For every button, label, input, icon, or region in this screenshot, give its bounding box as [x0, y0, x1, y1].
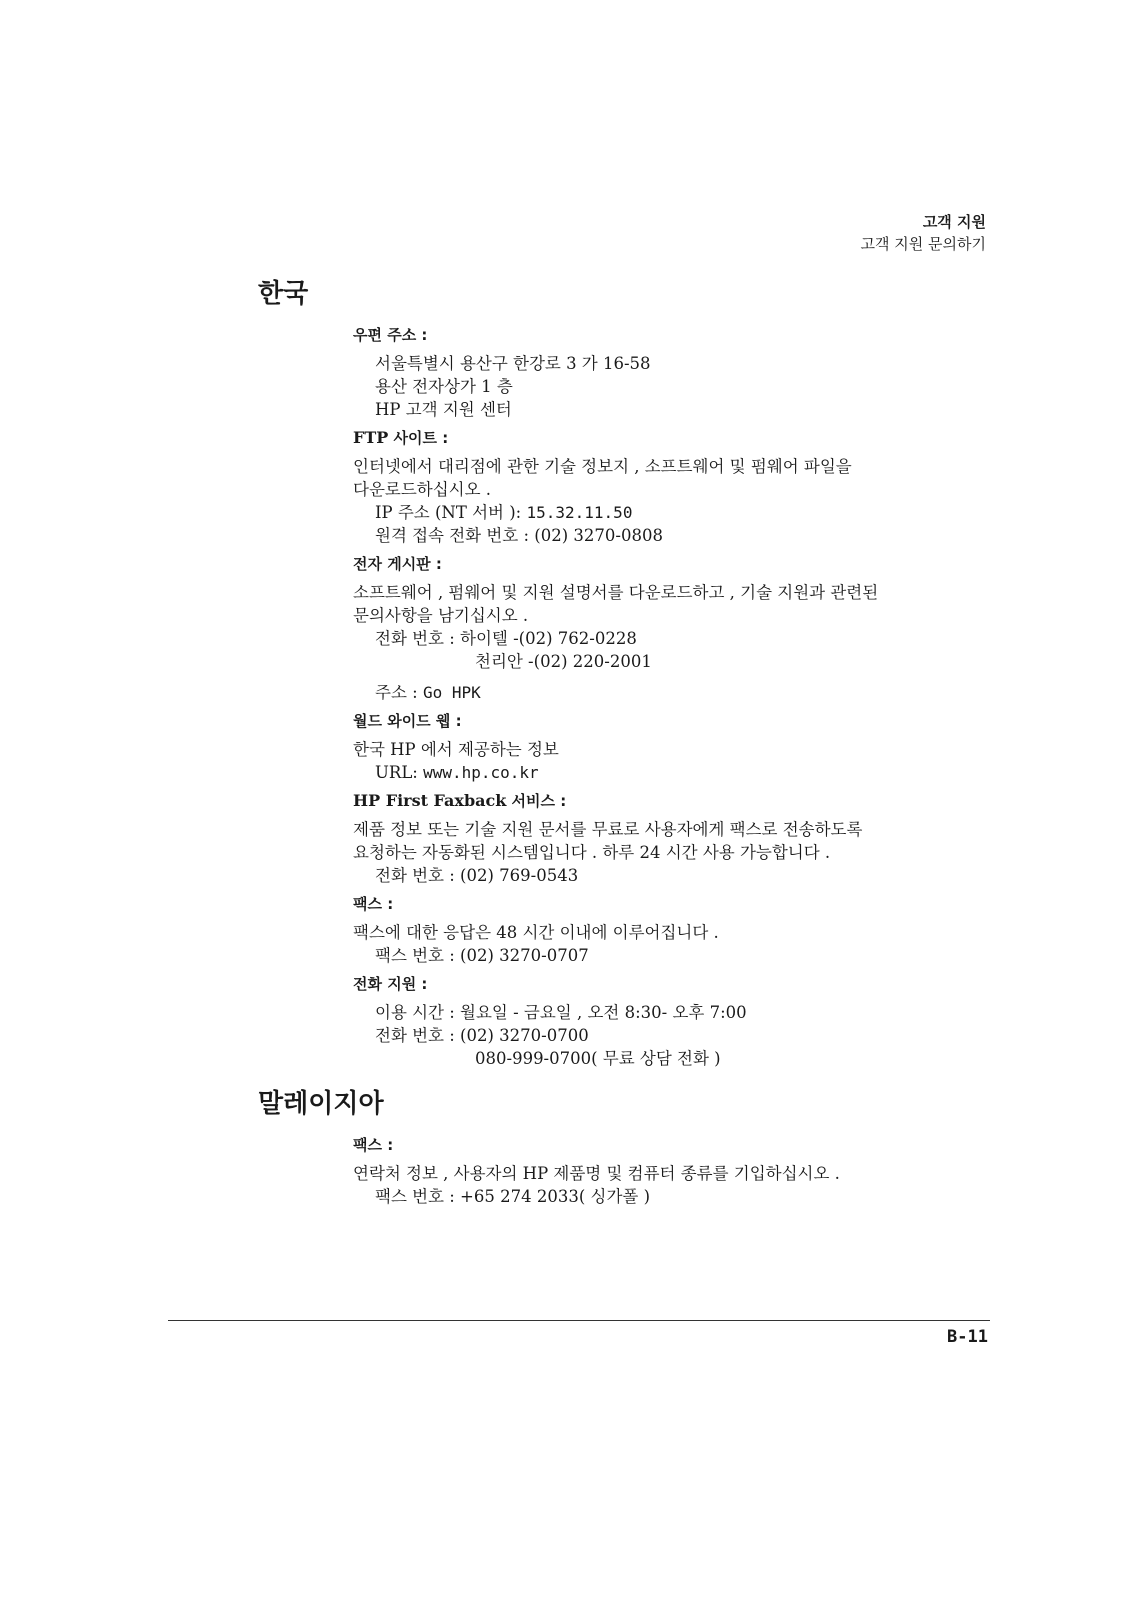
malaysia-fax-number: 팩스 번호 : +65 274 2033( 싱가폴 )	[375, 1187, 651, 1206]
ftp-ip	[353, 501, 988, 524]
fax-block	[353, 893, 988, 967]
fax-heading: 팩스 :	[353, 895, 394, 913]
bbs-address-label: 주소 :	[375, 683, 423, 702]
bbs-phone: 전화 번호 : 하이텔 -(02) 762-0228	[375, 629, 637, 648]
ftp-block	[353, 427, 988, 547]
malaysia-fax-desc: 연락처 정보 , 사용자의 HP 제품명 및 컴퓨터 종류를 기입하십시오 .	[353, 1164, 840, 1183]
bbs-block	[353, 553, 988, 704]
faxback-heading-rest: 서비스 :	[506, 792, 567, 810]
ftp-heading-latin: FTP	[353, 428, 389, 447]
web-url-value: www.hp.co.kr	[423, 763, 539, 782]
bbs-heading: 전자 게시판 :	[353, 555, 442, 573]
web-block	[353, 710, 988, 784]
mail-line: 용산 전자상가 1 층	[375, 377, 513, 396]
phone-support-block	[353, 973, 988, 1070]
web-url	[353, 761, 988, 784]
mail-line: HP 고객 지원 센터	[375, 400, 512, 419]
country-heading-malaysia: 말레이지아	[258, 1089, 384, 1119]
bbs-address	[353, 681, 988, 704]
page-number: B-11	[947, 1327, 988, 1347]
mail-line: 서울특별시 용산구 한강로 3 가 16-58	[375, 354, 651, 373]
faxback-heading	[353, 790, 988, 812]
bbs-desc: 문의사항을 남기십시오 .	[353, 606, 529, 625]
malaysia-fax-block	[353, 1134, 988, 1208]
ftp-desc: 인터넷에서 대리점에 관한 기술 정보지 , 소프트웨어 및 펌웨어 파일을	[353, 457, 852, 476]
phone-support-number: 080-999-0700( 무료 상담 전화 )	[475, 1049, 721, 1068]
web-desc: 한국 HP 에서 제공하는 정보	[353, 740, 559, 759]
phone-support-heading: 전화 지원 :	[353, 975, 428, 993]
web-url-label: URL:	[375, 763, 424, 782]
ftp-ip-label: IP 주소 (NT 서버 ):	[375, 503, 527, 522]
country-heading-korea: 한국	[258, 279, 309, 309]
faxback-block	[353, 790, 988, 887]
section-title: 고객 지원 문의하기	[860, 235, 986, 253]
malaysia-fax-heading: 팩스 :	[353, 1136, 394, 1154]
chapter-title: 고객 지원	[922, 213, 986, 231]
ftp-desc: 다운로드하십시오 .	[353, 480, 492, 499]
fax-number: 팩스 번호 : (02) 3270-0707	[375, 946, 589, 965]
ftp-ip-value: 15.32.11.50	[526, 503, 633, 522]
ftp-remote-phone: 원격 접속 전화 번호 : (02) 3270-0808	[375, 526, 663, 545]
faxback-desc: 요청하는 자동화된 시스템입니다 . 하루 24 시간 사용 가능합니다 .	[353, 843, 831, 862]
web-heading: 월드 와이드 웹 :	[353, 712, 462, 730]
bbs-phone: 천리안 -(02) 220-2001	[475, 652, 652, 671]
faxback-heading-latin: HP First Faxback	[353, 791, 507, 810]
phone-support-hours: 이용 시간 : 월요일 - 금요일 , 오전 8:30- 오후 7:00	[375, 1003, 747, 1022]
footer-rule	[168, 1320, 990, 1321]
faxback-phone: 전화 번호 : (02) 769-0543	[375, 866, 579, 885]
ftp-heading-rest: 사이트 :	[388, 429, 449, 447]
faxback-desc: 제품 정보 또는 기술 지원 문서를 무료로 사용자에게 팩스로 전송하도록	[353, 820, 863, 839]
running-header	[861, 212, 986, 254]
mail-heading: 우편 주소 :	[353, 326, 428, 344]
bbs-address-value: Go HPK	[422, 683, 481, 702]
phone-support-number: 전화 번호 : (02) 3270-0700	[375, 1026, 589, 1045]
spacer	[353, 673, 988, 681]
fax-desc: 팩스에 대한 응답은 48 시간 이내에 이루어집니다 .	[353, 923, 719, 942]
ftp-heading	[353, 427, 988, 449]
bbs-desc: 소프트웨어 , 펌웨어 및 지원 설명서를 다운로드하고 , 기술 지원과 관련된	[353, 583, 879, 602]
page-content	[258, 276, 988, 1214]
mail-address-block	[353, 324, 988, 421]
